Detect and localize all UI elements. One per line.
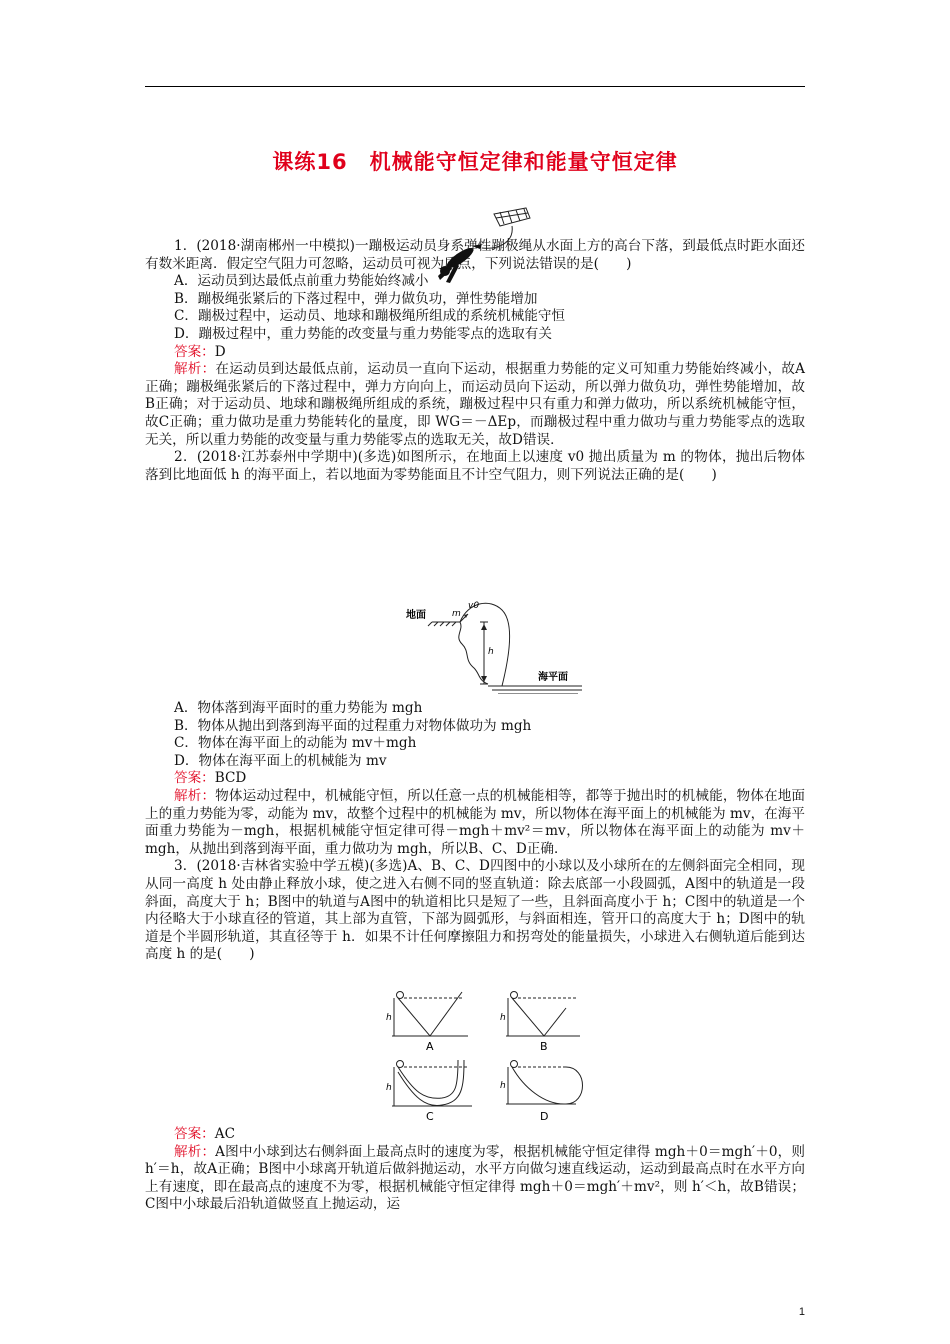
page-title: 课练16 机械能守恒定律和能量守恒定律 bbox=[272, 150, 678, 174]
question-1-stem: 1．(2018·湖南郴州一中模拟)一蹦极运动员身系弹性蹦极绳从水面上方的高台下落，到最低点时距水面还有数米距离．假定空气阻力可忽略，运动员可视为质点，下列说法错误的是( ) bbox=[145, 238, 805, 272]
header-rule bbox=[145, 86, 805, 87]
q1-option-b: B．蹦极绳张紧后的下落过程中，弹力做负功，弹性势能增加 bbox=[174, 290, 538, 307]
answer-value: AC bbox=[214, 1126, 235, 1142]
q3-tracks-figure bbox=[384, 988, 604, 1124]
question-2-stem: 2．(2018·江苏泰州中学期中)(多选)如图所示，在地面上以速度 v0 抛出质量为 m 的物体，抛出后物体落到比地面低 h 的海平面上，若以地面为零势能面且不计空气阻力，则下列说法正确的是( ) bbox=[145, 449, 805, 483]
label-b: B bbox=[540, 1040, 548, 1053]
analysis-label: 解析： bbox=[174, 787, 216, 804]
label-d: D bbox=[540, 1110, 549, 1123]
label-h-b: h bbox=[500, 1013, 506, 1023]
analysis-text: A图中小球到达右侧斜面上最高点时的速度为零，根据机械能守恒定律得 mgh＋0＝mgh′＋0，则 h′＝h，故A正确；B图中小球离开轨道后做斜抛运动，水平方向做匀速直线运动，运动到最高点时在水平方向上有速度，即在最高点的速度不为零，根据机械能守恒定律得 mgh＋0＝mgh′＋mv²，则 h′＜h，故B错误；C图中小球最后沿轨道做竖直上抛运动，运 bbox=[145, 1143, 806, 1213]
q2-option-c: C．物体在海平面上的动能为 mv＋mgh bbox=[174, 735, 417, 752]
question-3-stem: 3．(2018·吉林省实验中学五模)(多选)A、B、C、D四图中的小球以及小球所在的左侧斜面完全相同，现从同一高度 h 处由静止释放小球，使之进入右侧不同的竖直轨道：除去底部一小段圆弧，A图中的轨道是一段斜面，高度大于 h；B图中的轨道与A图中的轨道相比只是短了一些，且斜面高度小于 h；C图中的轨道是一个内径略大于小球直径的管道，其上部为直管，下部为圆弧形，与斜面相连，管开口的高度大于 h；D图中的轨道是个半圆形轨道，其直径等于 h．如果不计任何摩擦阻力和拐弯处的能量损失，小球进入右侧轨道后能到达高度 h 的是( ) bbox=[145, 858, 805, 963]
label-h-a: h bbox=[386, 1013, 392, 1023]
q1-option-d: D．蹦极过程中，重力势能的改变量与重力势能零点的选取有关 bbox=[174, 325, 552, 342]
q2-answer bbox=[145, 770, 805, 788]
q2-cliff-figure bbox=[402, 598, 590, 694]
q1-option-a: A．运动员到达最低点前重力势能始终减小 bbox=[174, 273, 429, 290]
analysis-label: 解析： bbox=[174, 361, 216, 378]
answer-value: BCD bbox=[214, 770, 247, 787]
q1-answer bbox=[145, 344, 805, 362]
q2-analysis bbox=[145, 788, 805, 858]
label-h-c: h bbox=[386, 1083, 392, 1093]
q1-option-c: C．蹦极过程中，运动员、地球和蹦极绳所组成的系统机械能守恒 bbox=[174, 308, 566, 325]
answer-label: 答案： bbox=[174, 1126, 215, 1142]
label-sea: 海平面 bbox=[538, 672, 568, 683]
answer-value: D bbox=[214, 343, 226, 360]
analysis-text: 物体运动过程中，机械能守恒，所以任意一点的机械能相等，都等于抛出时的机械能，物体在地面上的重力势能为零，动能为 mv，故整个过程中的机械能为 mv，所以物体在海平面上的机械能为 mv，在海平面重力势能为－mgh，根据机械能守恒定律可得－mgh＋mv²＝mv，所以物体在海平面上的动能为 mv＋mgh，从抛出到落到海平面，重力做功为 mgh，所以B、C、D正确． bbox=[145, 787, 806, 857]
label-ground: 地面 bbox=[406, 610, 426, 621]
q2-option-a: A．物体落到海平面时的重力势能为 mgh bbox=[174, 700, 423, 716]
label-c: C bbox=[426, 1110, 434, 1123]
page-number: 1 bbox=[798, 1306, 805, 1318]
q3-answer bbox=[145, 1126, 805, 1144]
question-3-answer-block bbox=[145, 1126, 805, 1214]
label-v0: v0 bbox=[468, 601, 480, 611]
q1-analysis bbox=[145, 361, 805, 449]
answer-label: 答案： bbox=[174, 770, 215, 787]
label-a: A bbox=[426, 1040, 434, 1053]
q3-analysis bbox=[145, 1144, 805, 1214]
q2-option-d: D．物体在海平面上的机械能为 mv bbox=[174, 752, 387, 769]
answer-label: 答案： bbox=[174, 343, 215, 360]
analysis-label: 解析： bbox=[174, 1143, 216, 1160]
analysis-text: 在运动员到达最低点前，运动员一直向下运动，根据重力势能的定义可知重力势能始终减小，故A正确；蹦极绳张紧后的下落过程中，弹力方向向上，而运动员向下运动，所以弹力做负功，弹性势能增加，故B正确；对于运动员、地球和蹦极绳所组成的系统，蹦极过程中只有重力和弹力做功，所以系统机械能守恒，故C正确；重力做功是重力势能转化的量度，即 WG＝－ΔEp，而蹦极过程中重力做功与重力势能零点的选取无关，所以重力势能的改变量与重力势能零点的选取无关，故D错误． bbox=[145, 361, 805, 448]
question-1 bbox=[145, 238, 805, 484]
label-h: h bbox=[488, 647, 494, 657]
label-h-d: h bbox=[500, 1081, 506, 1091]
label-m: m bbox=[452, 609, 461, 619]
q2-option-b: B．物体从抛出到落到海平面的过程重力对物体做功为 mgh bbox=[174, 717, 532, 734]
question-2 bbox=[145, 700, 805, 964]
